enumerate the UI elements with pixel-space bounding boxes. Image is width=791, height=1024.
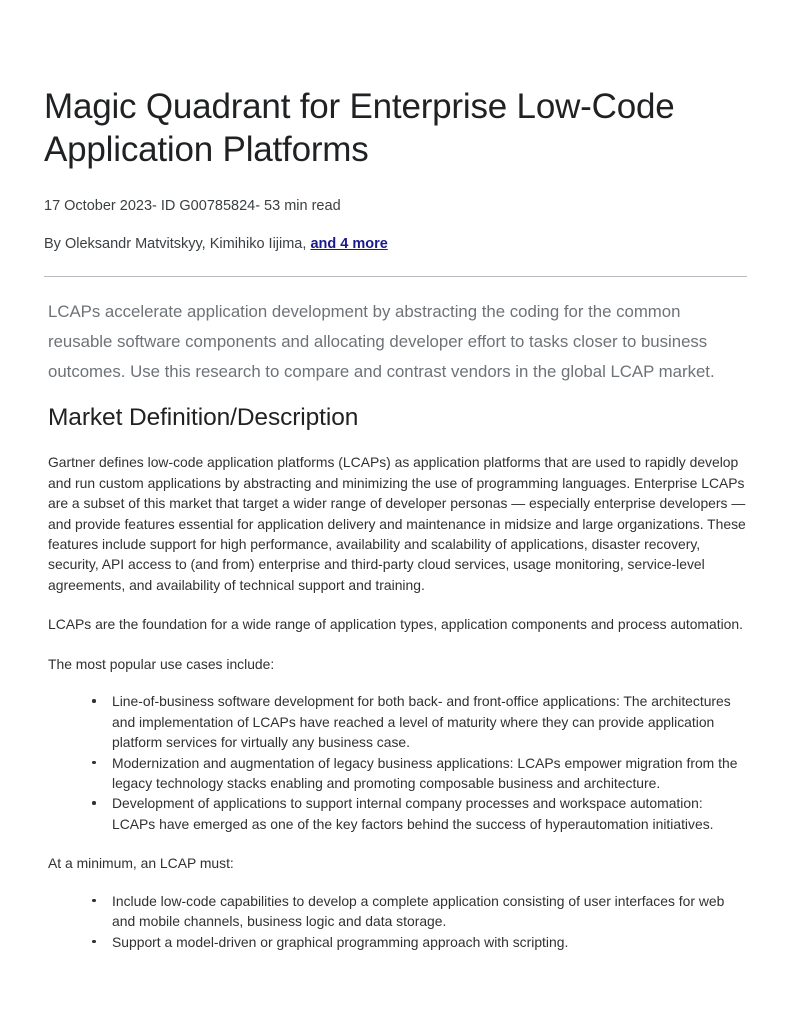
use-case-list (44, 691, 747, 834)
paragraph-foundation: LCAPs are the foundation for a wide range of application types, application components and process automation. (48, 616, 743, 633)
list-item: Include low-code capabilities to develop a complete application consisting of user interfaces for web and mobile channels, business logic and data storage. (90, 891, 747, 932)
minimum-requirements-list (44, 891, 747, 952)
list-item: Support a model-driven or graphical programming approach with scripting. (90, 932, 747, 952)
page-title: Magic Quadrant for Enterprise Low-Code Application Platforms (44, 87, 675, 169)
header-divider (44, 276, 747, 277)
paragraph-market-definition: Gartner defines low-code application platforms (LCAPs) as application platforms that are used to rapidly develop and run custom applications by abstracting and minimizing the use of programming languages. Enterprise LCAPs are a subset of this market that target a wider range of developer personas — especially enterprise developers — and provide features essential for application delivery and maintenance in midsize and large organizations. These features include support for high performance, availability and scalability of applications, disaster recovery, security, API access to (and from) enterprise and third-party cloud services, usage monitoring, service-level agreements, and availability of technical support and training. (48, 454, 746, 593)
byline-more-authors-link[interactable]: and 4 more (310, 235, 388, 252)
byline (44, 234, 747, 254)
list-item: Line-of-business software development for both back- and front-office applications: The architectures and implementation of LCAPs have reached a level of maturity where they can provide application platform services for virtually any business case. (90, 691, 747, 752)
paragraph-use-cases-intro: The most popular use cases include: (48, 655, 275, 672)
section-heading-market-definition: Market Definition/Description (48, 403, 359, 431)
document-metadata: 17 October 2023- ID G00785824- 53 min read (44, 198, 341, 215)
list-item: Modernization and augmentation of legacy business applications: LCAPs empower migration from the legacy technology stacks enabling and promoting composable business and architecture. (90, 753, 747, 794)
byline-authors: By Oleksandr Matvitskyy, Kimihiko Iijima, (44, 235, 311, 252)
document-summary: LCAPs accelerate application development by abstracting the coding for the common reusable software components and allocating developer effort to tasks closer to business outcomes. Use this research to compare and contrast vendors in the global LCAP market. (48, 301, 715, 381)
paragraph-minimum-intro: At a minimum, an LCAP must: (48, 855, 234, 872)
list-item: Development of applications to support internal company processes and workspace automation: LCAPs have emerged as one of the key factors behind the success of hyperautomation initiatives. (90, 793, 747, 834)
